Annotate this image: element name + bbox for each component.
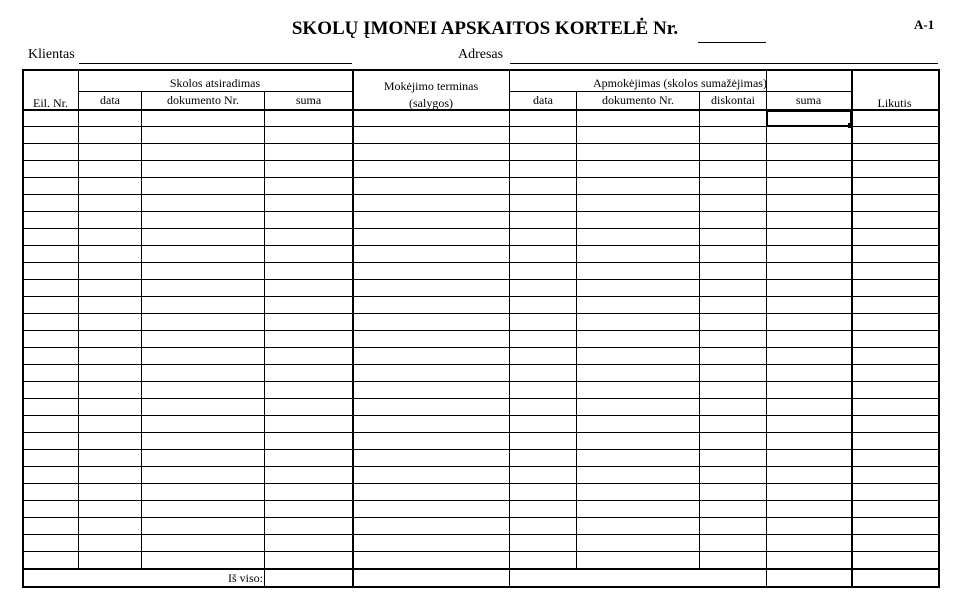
grid-line — [22, 211, 938, 212]
grid-line — [22, 381, 938, 382]
total-label: Iš viso: — [227, 571, 263, 585]
grid-line — [510, 91, 851, 92]
grid-line — [22, 449, 938, 450]
card-number-line[interactable] — [698, 42, 766, 43]
grid-line — [576, 91, 577, 568]
grid-line — [22, 69, 939, 71]
grid-line — [22, 262, 938, 263]
grid-line — [264, 91, 265, 568]
grid-line — [352, 69, 354, 586]
col-header-suma-2: suma — [795, 93, 822, 107]
client-field-line[interactable] — [79, 63, 352, 64]
grid-line — [22, 69, 24, 587]
grid-line — [938, 69, 940, 588]
grid-line — [22, 330, 938, 331]
col-header-diskontai: diskontai — [711, 93, 755, 107]
grid-line — [22, 586, 940, 588]
payment-header: Apmokėjimas (skolos sumažėjimas) — [593, 76, 767, 90]
col-header-payment-term-conditions: (salygos) — [409, 96, 453, 110]
col-header-document-nr-2: dokumento Nr. — [602, 93, 674, 107]
grid-line — [78, 69, 79, 568]
page-title: SKOLŲ ĮMONEI APSKAITOS KORTELĖ Nr. — [291, 18, 679, 39]
col-header-eil-nr: Eil. Nr. — [33, 96, 68, 110]
grid-line — [22, 177, 938, 178]
grid-line — [22, 568, 938, 570]
fill-handle[interactable] — [848, 123, 853, 128]
grid-line — [22, 432, 938, 433]
grid-line — [22, 194, 938, 195]
debt-origin-header: Skolos atsiradimas — [169, 76, 261, 90]
grid-line — [766, 69, 767, 586]
grid-line — [22, 228, 938, 229]
col-header-data-2: data — [533, 93, 553, 107]
address-field-line[interactable] — [510, 63, 938, 64]
col-header-likutis: Likutis — [877, 96, 912, 110]
address-label: Adresas — [458, 47, 504, 62]
selected-cell[interactable] — [766, 110, 852, 127]
grid-line — [22, 313, 938, 314]
grid-line — [22, 364, 938, 365]
col-header-document-nr: dokumento Nr. — [167, 93, 239, 107]
grid-line — [22, 500, 938, 501]
grid-line — [22, 279, 938, 280]
grid-line — [22, 415, 938, 416]
grid-line — [22, 534, 938, 535]
col-header-suma: suma — [295, 93, 322, 107]
grid-line — [22, 398, 938, 399]
form-code: A-1 — [914, 17, 935, 32]
grid-line — [509, 69, 510, 586]
grid-line — [22, 483, 938, 484]
grid-line — [79, 91, 352, 92]
grid-line — [22, 245, 938, 246]
grid-line — [22, 347, 938, 348]
grid-line — [851, 69, 853, 586]
client-label: Klientas — [28, 47, 75, 62]
grid-line — [22, 160, 938, 161]
grid-line — [264, 568, 265, 586]
col-header-data: data — [100, 93, 120, 107]
grid-line — [141, 91, 142, 568]
grid-line — [22, 551, 938, 552]
grid-line — [22, 517, 938, 518]
grid-line — [22, 296, 938, 297]
grid-line — [22, 466, 938, 467]
grid-line — [699, 91, 700, 568]
col-header-payment-term: Mokėjimo terminas — [383, 79, 479, 93]
grid-line — [22, 143, 938, 144]
